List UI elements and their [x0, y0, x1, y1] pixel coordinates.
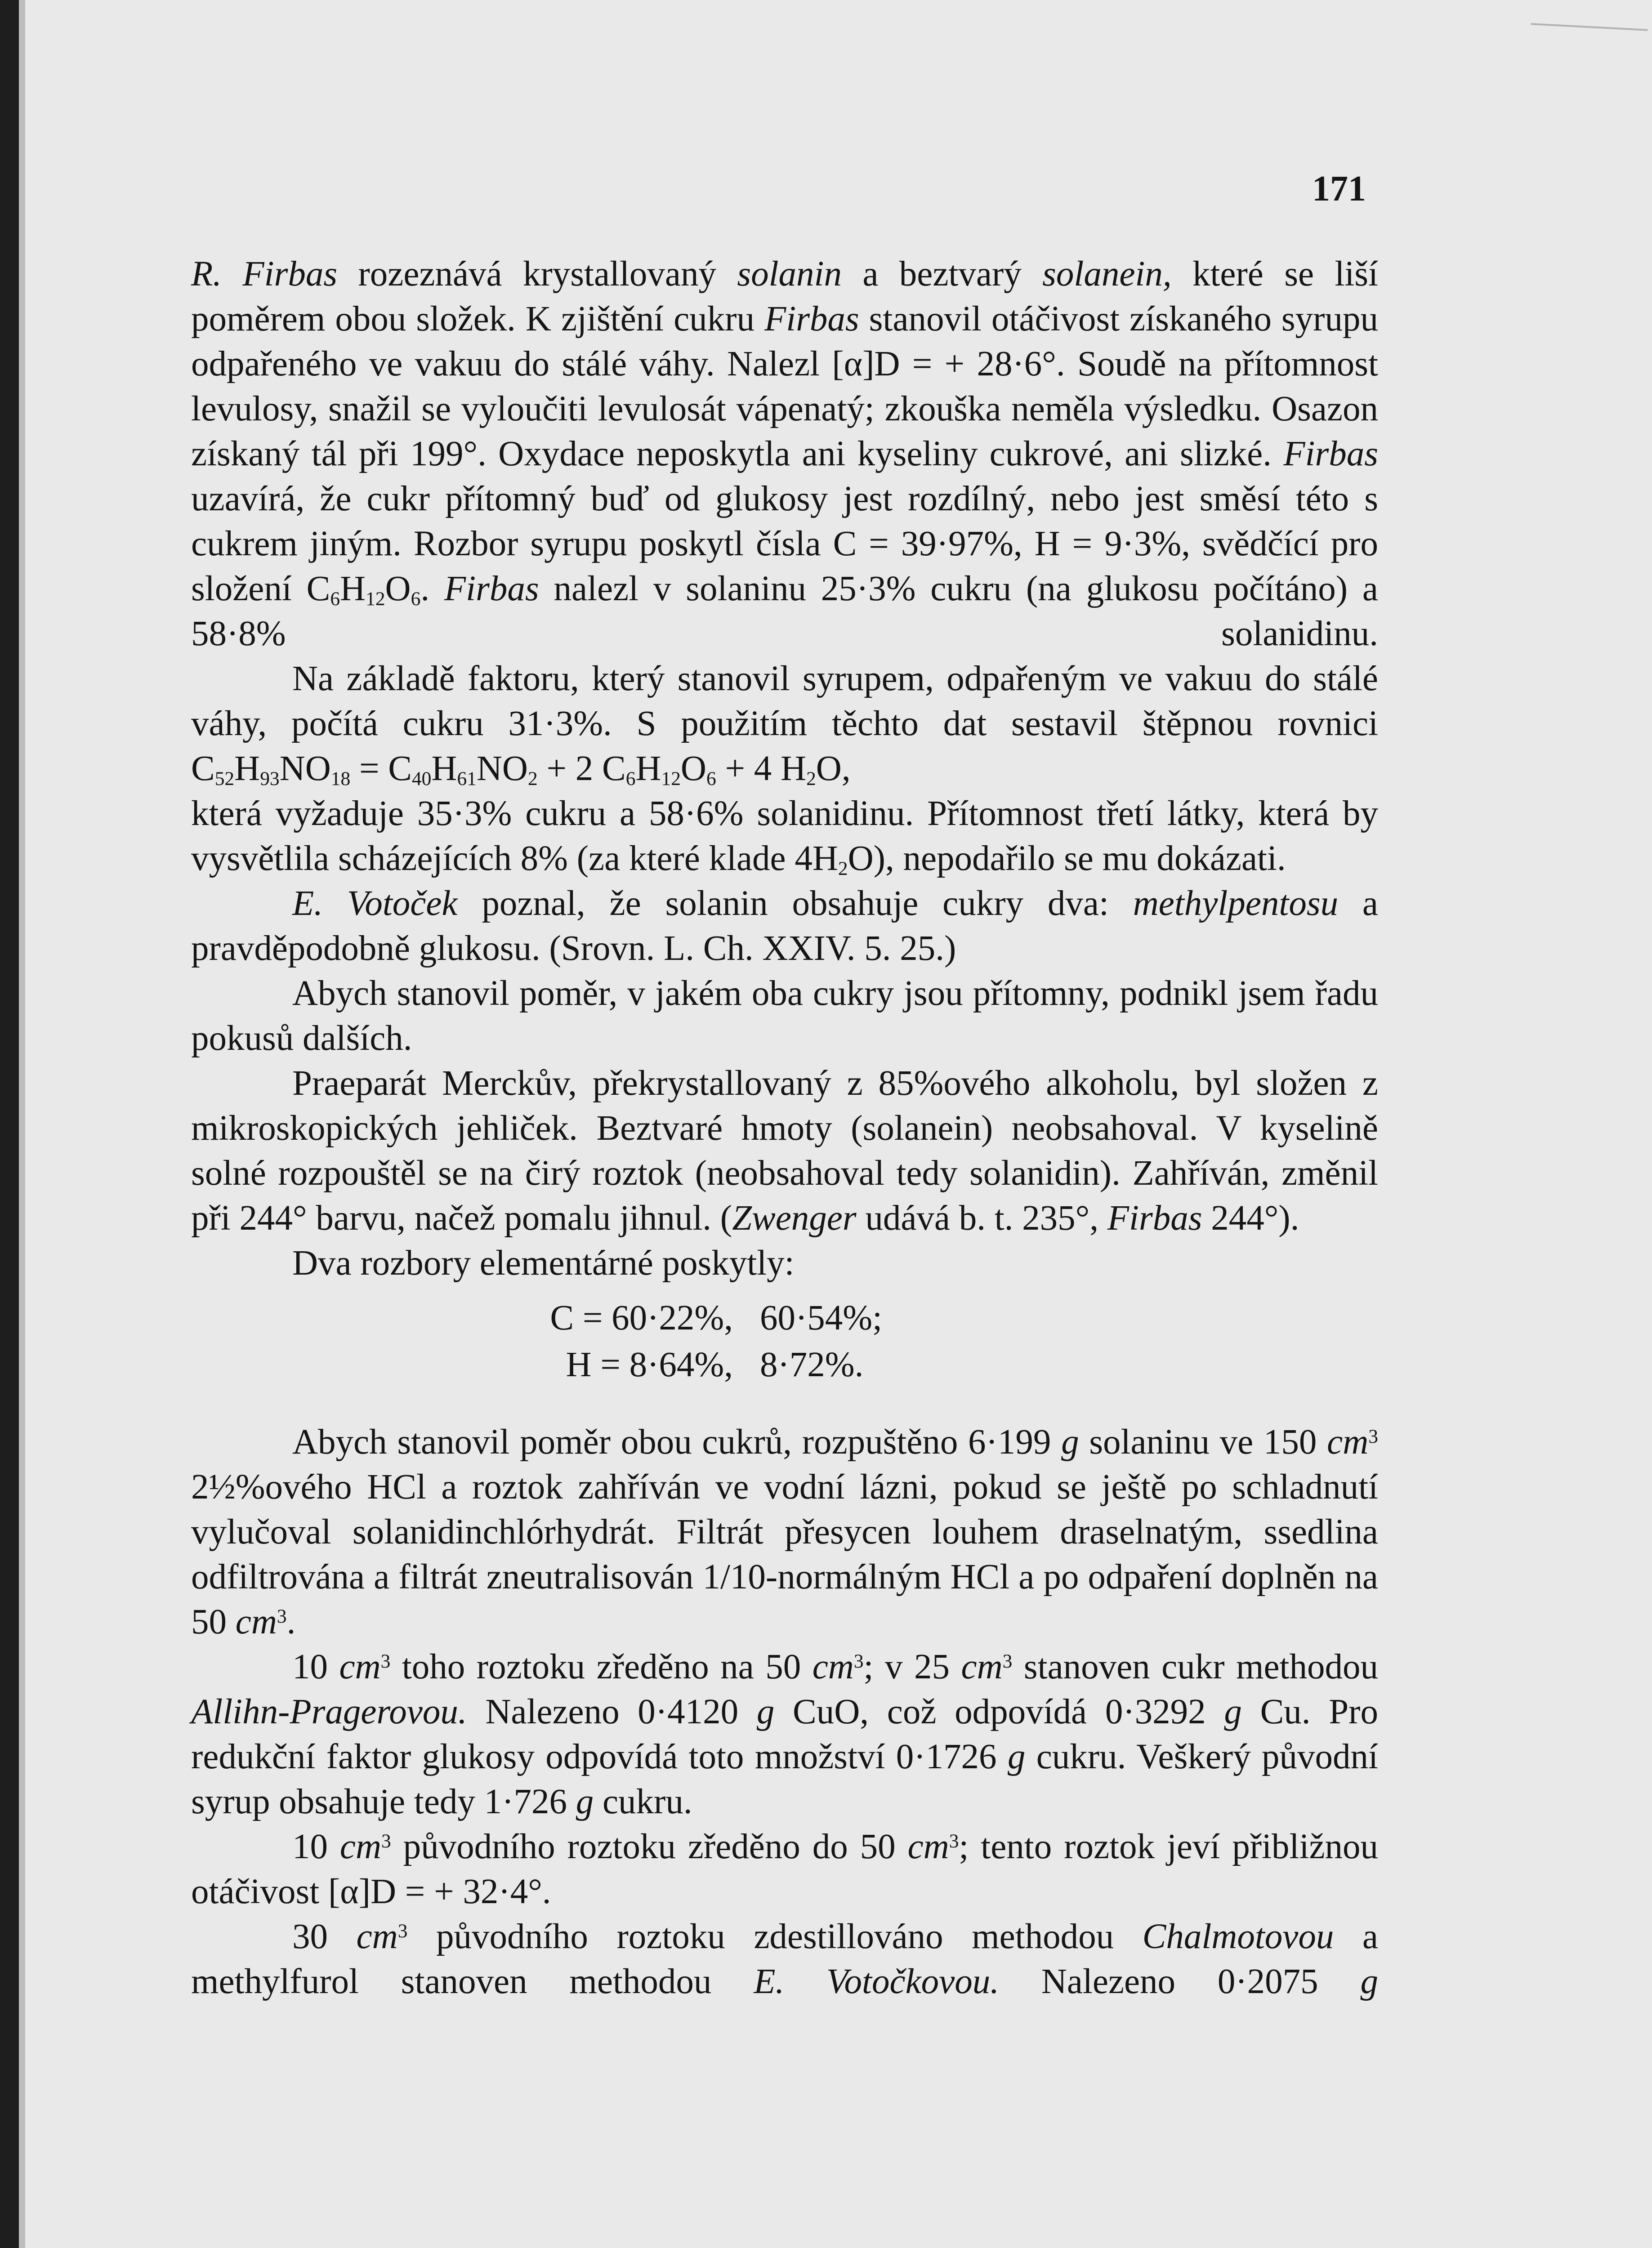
text-run: která vyžaduje 35·3% cukru a 58·6% solanidinu. Přítomnost třetí látky, která by vysvětlila scházejících 8% (za které klade 4H	[191, 794, 1378, 878]
text-run: a pravděpodobně glukosu. (Srovn. L. Ch. XXIV. 5. 25.)	[191, 884, 1378, 968]
superscript: 3	[1368, 1426, 1378, 1448]
unit: cm	[1327, 1423, 1369, 1462]
equation-cleavage	[191, 746, 1378, 791]
subscript: 6	[411, 588, 421, 610]
paragraph-merck	[191, 1061, 1378, 1241]
unit: cm	[356, 1917, 398, 1956]
formula-part: H	[234, 749, 260, 788]
unit: g	[1007, 1737, 1026, 1776]
paragraph-factor: Na základě faktoru, který stanovil syrupem, odpařeným ve vakuu do stálé váhy, počítá cukru 31·3%. S použitím těchto dat sestavil štěpnou rovnici	[191, 659, 1378, 743]
text-run: 10	[292, 1647, 339, 1686]
text-run: stanovil otáčivost získaného syrupu odpařeného ve vakuu do stálé váhy. Nalezl [α]D = + 28·6°. Soudě na přítomnost levulosy, snažil se vyloučiti levulosát vápenatý; zkouška neměla výsledku. Osazon získaný tál při 199°. Oxydace neposkytla ani kyseliny cukrové, ani slizké.	[191, 299, 1378, 473]
text-run: O), nepodařilo se mu dokázati.	[848, 839, 1286, 878]
analysis-row-carbon	[191, 1295, 1378, 1342]
analysis-row-hydrogen	[191, 1342, 1378, 1388]
elemental-analysis	[191, 1295, 1378, 1388]
text-run: které se liší poměrem obou složek. K zjištění cukru	[191, 254, 1378, 339]
formula-part: H	[431, 749, 457, 788]
text-run: H	[340, 569, 366, 608]
unit: cm	[235, 1602, 277, 1641]
formula-part: C	[191, 749, 215, 788]
subscript: 18	[330, 767, 351, 789]
formula-part: O,	[816, 749, 851, 788]
author-name: Zwenger	[732, 1199, 857, 1238]
scan-binding-shadow	[19, 0, 25, 2248]
text-run: Cu. Pro redukční faktor glukosy odpovídá toto množství 0·1726	[191, 1692, 1378, 1776]
text-run: Abych stanovil poměr obou cukrů, rozpuštěno 6·199	[292, 1423, 1062, 1462]
superscript: 3	[380, 1650, 391, 1673]
author-name: Firbas	[764, 299, 859, 339]
subscript: 2	[806, 767, 816, 789]
text-run: a methylfurol stanoven methodou	[191, 1917, 1378, 2001]
subscript: 6	[625, 767, 636, 789]
analysis-value: C = 60·22%,	[550, 1298, 733, 1338]
text-run: cukru.	[594, 1782, 692, 1821]
unit: g	[1360, 1962, 1378, 2001]
subscript: 61	[457, 767, 477, 789]
formula-part: = C	[350, 749, 412, 788]
subscript: 52	[214, 767, 235, 789]
text-run: 10	[292, 1827, 340, 1866]
unit: g	[576, 1782, 594, 1821]
method-name: E. Votočkovou.	[754, 1962, 999, 2001]
method-name: Allihn-Pragerovou.	[191, 1692, 467, 1731]
superscript: 3	[1002, 1650, 1013, 1673]
page-body	[191, 252, 1378, 2004]
method-name: Chalmotovou	[1142, 1917, 1334, 1956]
paragraph-votocek	[191, 881, 1378, 971]
unit: cm	[961, 1647, 1003, 1686]
unit: g	[1061, 1423, 1079, 1462]
scan-left-edge	[0, 0, 19, 2248]
term: methylpentosu	[1133, 884, 1339, 923]
subscript: 93	[260, 767, 280, 789]
text-run: CuO, což odpovídá 0·3292	[774, 1692, 1224, 1731]
formula-part: NO	[279, 749, 331, 788]
superscript: 3	[381, 1830, 391, 1852]
author-name: Firbas	[444, 569, 539, 608]
text-run: .	[420, 569, 444, 608]
formula-part: H	[635, 749, 661, 788]
subscript: 40	[411, 767, 432, 789]
page-number: 171	[1312, 169, 1366, 209]
text-run: ; v 25	[863, 1647, 961, 1686]
superscript: 3	[949, 1830, 959, 1852]
text-run: .	[286, 1602, 296, 1641]
paragraph-firbas	[191, 252, 1378, 656]
paragraph-rotation	[191, 1824, 1378, 1914]
text-run: a beztvarý	[842, 254, 1043, 294]
paragraph-third-substance	[191, 791, 1378, 881]
formula-part: O	[680, 749, 706, 788]
text-run: Nalezeno 0·2075	[999, 1962, 1361, 2001]
analysis-value: 60·54%;	[760, 1298, 883, 1338]
text-run: Nalezeno 0·4120	[467, 1692, 757, 1731]
paragraph-analyses: Dva rozbory elementárné poskytly:	[292, 1244, 795, 1283]
unit: cm	[339, 1647, 381, 1686]
text-run: původního roztoku zdestillováno methodou	[407, 1917, 1143, 1956]
subscript: 6	[330, 588, 340, 610]
subscript: 2	[838, 857, 848, 879]
paragraph-hydrolysis	[191, 1420, 1378, 1645]
paragraph-ratio: Abych stanovil poměr, v jakém oba cukry jsou přítomny, podnikl jsem řadu pokusů dalších.	[191, 974, 1378, 1058]
text-run: O	[385, 569, 411, 608]
unit: cm	[339, 1827, 382, 1866]
superscript: 3	[277, 1606, 287, 1628]
text-run: 2½%ového HCl a roztok zahříván ve vodní lázni, pokud se ještě po schladnutí vylučoval solanidinchlórhydrát. Filtrát přesycen louhem draselnatým, ssedlina odfiltrována a filtrát zneutralisován 1/10-normálným HCl a po odpaření doplněn na 50	[191, 1467, 1378, 1641]
analysis-value: H = 8·64%,	[566, 1345, 733, 1384]
author-name: R. Firbas	[191, 254, 338, 294]
text-run: poznal, že solanin obsahuje cukry dva:	[457, 884, 1133, 923]
scan-corner-mark	[1531, 23, 1648, 40]
text-run: solaninu ve 150	[1079, 1423, 1327, 1462]
unit: g	[756, 1692, 775, 1731]
term: solanein,	[1042, 254, 1172, 294]
subscript: 2	[527, 767, 538, 789]
author-name: Firbas	[1107, 1199, 1202, 1238]
formula-part: + 4 H	[716, 749, 807, 788]
author-name: E. Votoček	[292, 884, 458, 923]
term: solanin	[737, 254, 842, 294]
text-run: stanoven cukr methodou	[1012, 1647, 1379, 1686]
superscript: 3	[853, 1650, 864, 1673]
text-run: nalezl v solaninu 25·3% cukru (na glukosu počítáno) a 58·8% solanidinu.	[191, 569, 1378, 653]
formula-part: NO	[476, 749, 528, 788]
subscript: 12	[366, 588, 385, 610]
text-run: cukru. Veškerý původní syrup obsahuje tedy 1·726	[191, 1737, 1378, 1821]
unit: cm	[907, 1827, 949, 1866]
subscript: 6	[706, 767, 716, 789]
superscript: 3	[397, 1920, 408, 1942]
text-run: rozeznává krystallovaný	[337, 254, 737, 294]
analysis-value: 8·72%.	[760, 1345, 864, 1384]
unit: cm	[812, 1647, 854, 1686]
unit: g	[1224, 1692, 1242, 1731]
text-run: udává b. t. 235°,	[856, 1199, 1107, 1238]
text-run: Praeparát Merckův, překrystallovaný z 85%ového alkoholu, byl složen z mikroskopických jehliček. Beztvaré hmoty (solanein) neobsahoval. V kyselině solné rozpouštěl se na čirý roztok (neobsahoval tedy solanidin). Zahříván, změnil při 244° barvu, načež pomalu jihnul. (	[191, 1064, 1378, 1238]
subscript: 12	[661, 767, 681, 789]
text-run: ; tento roztok jeví přibližnou otáčivost [α]D = + 32·4°.	[191, 1827, 1378, 1911]
author-name: Firbas	[1283, 434, 1378, 473]
text-run: 244°).	[1202, 1199, 1299, 1238]
text-run: toho roztoku zředěno na 50	[390, 1647, 813, 1686]
text-run: původního roztoku zředěno do 50	[391, 1827, 908, 1866]
text-run: 30	[292, 1917, 357, 1956]
paragraph-sugar-determination	[191, 1645, 1378, 1824]
text-run: uzavírá, že cukr přítomný buď od glukosy jest rozdílný, nebo jest směsí této s cukrem jiným. Rozbor syrupu poskytl čísla C = 39·97%, H = 9·3%, svědčící pro složení C	[191, 479, 1378, 608]
paragraph-distillation	[191, 1914, 1378, 2004]
formula-part: + 2 C	[537, 749, 626, 788]
